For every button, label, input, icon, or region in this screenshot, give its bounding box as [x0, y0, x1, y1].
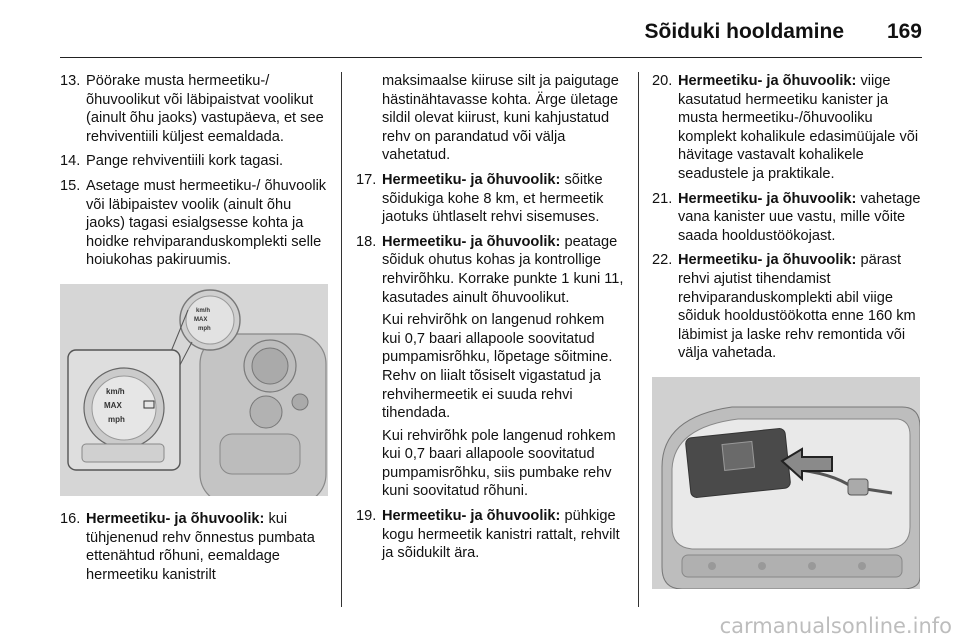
step-number: 15.	[60, 177, 81, 194]
step-lead: Hermeetiku- ja õhuvoolik:	[678, 73, 857, 89]
step-14	[60, 152, 328, 171]
watermark: carmanualsonline.info	[719, 614, 952, 638]
step-lead: Hermeetiku- ja õhuvoolik:	[382, 171, 561, 188]
step-text: pärast rehvi ajutist tihendamist rehviparanduskomplekti abil viige sõiduk hooldustöökotta enne 160 km läbimist ja laske rehv remontida või välja vahetada.	[678, 252, 916, 362]
step-number: 17.	[356, 171, 377, 188]
step-text: pühkige kogu hermeetik kanistri rattalt, rehvilt ja sõidukilt ära.	[382, 508, 620, 562]
step-number: 13.	[60, 73, 81, 89]
sealant-kit-figure	[652, 377, 920, 589]
column-1	[60, 72, 328, 590]
step-number: 22.	[652, 252, 673, 269]
step-20	[652, 72, 922, 184]
step-text: peatage sõiduk ohutus kohas ja kontrollige rehvirõhku. Korrake punkte 1 kuni 11, kasutades ainult õhuvoolikut.	[382, 233, 624, 306]
column-3	[652, 72, 922, 589]
step-text: Pange rehviventiili kork tagasi.	[86, 153, 284, 170]
step-number: 20.	[652, 73, 673, 89]
step-16-continuation: maksimaalse kiiruse silt ja paigutage hästinähtavasse kohta. Ärge ületage sildil olevat kiirust, kuni kahjustatud rehv on parandatud või välja vahetatud.	[382, 73, 619, 164]
step-lead: Hermeetiku- ja õhuvoolik:	[382, 233, 561, 250]
mph-label: mph	[108, 414, 125, 424]
step-lead: Hermeetiku- ja õhuvoolik:	[678, 252, 857, 269]
small-kmh-label: km/h	[196, 307, 211, 314]
step-paragraph: Kui rehvirõhk pole langenud rohkem kui 0,7 baari allapoole soovitatud pumpamisrõhku, siis pumbake rehv kuni soovitatud rõhuni.	[382, 427, 616, 500]
step-22	[652, 251, 922, 363]
page-header	[60, 12, 922, 58]
step-number: 16.	[60, 510, 81, 527]
page-number: 169	[886, 20, 922, 43]
step-lead: Hermeetiku- ja õhuvoolik:	[678, 190, 857, 207]
step-text: Asetage must hermeetiku-/ õhuvoolik või läbipaistev voolik (ainult õhu jaoks) tagasi esialgsesse kohta ja hoidke rehviparanduskomplekti selle hoiukohas pakiruumis.	[86, 177, 327, 269]
step-13	[60, 72, 328, 146]
step-text: sõitke sõidukiga kohe 8 km, et hermeetik jaotuks ühtlaselt rehvi sisemuses.	[382, 171, 604, 226]
step-16	[60, 510, 328, 584]
step-lead: Hermeetiku- ja õhuvoolik:	[382, 508, 561, 525]
speed-label-figure	[60, 284, 328, 496]
section-title: Sõiduki hooldamine	[644, 20, 844, 43]
column-divider	[341, 72, 342, 607]
small-mph-label: mph	[198, 325, 211, 332]
step-19	[356, 507, 626, 563]
step-17	[356, 171, 626, 227]
step-text: kui tühjenenud rehv õnnestus pumbata ettenähtud rõhuni, eemaldage hermeetiku kanistrilt	[86, 510, 315, 583]
step-15	[60, 177, 328, 270]
step-paragraph: Kui rehvirõhk on langenud rohkem kui 0,7 baari allapoole soovitatud pumpamisrõhku, lõpetage sõitmine. Rehv on liialt tõsiselt vigastatud ja rehvihermeetik ei suuda rehvi tihendada.	[382, 312, 613, 422]
step-number: 19.	[356, 508, 377, 525]
step-text: vahetage vana kanister uue vastu, mille võite saada hooldustöökojast.	[678, 190, 921, 244]
step-number: 18.	[356, 233, 377, 250]
kmh-label: km/h	[106, 386, 125, 396]
step-number: 14.	[60, 153, 81, 170]
small-max-label: MAX	[194, 316, 208, 323]
column-2	[356, 72, 626, 569]
step-text: viige kasutatud hermeetiku kanister ja musta hermeetiku-/õhuvooliku komplekt kohalikule edasimüüjale või hävitage vastavalt kohalikele seadustele ja praktikale.	[678, 73, 919, 182]
column-divider	[638, 72, 639, 607]
max-label: MAX	[104, 400, 122, 410]
step-18	[356, 233, 626, 501]
step-text: Pöörake musta hermeetiku-/ õhuvoolikut või läbipaistvat voolikut (ainult õhu jaoks) vastupäeva, et see rehviventiili küljest eemaldada.	[86, 73, 324, 145]
step-lead: Hermeetiku- ja õhuvoolik:	[86, 510, 265, 527]
step-21	[652, 190, 922, 246]
step-number: 21.	[652, 190, 673, 207]
